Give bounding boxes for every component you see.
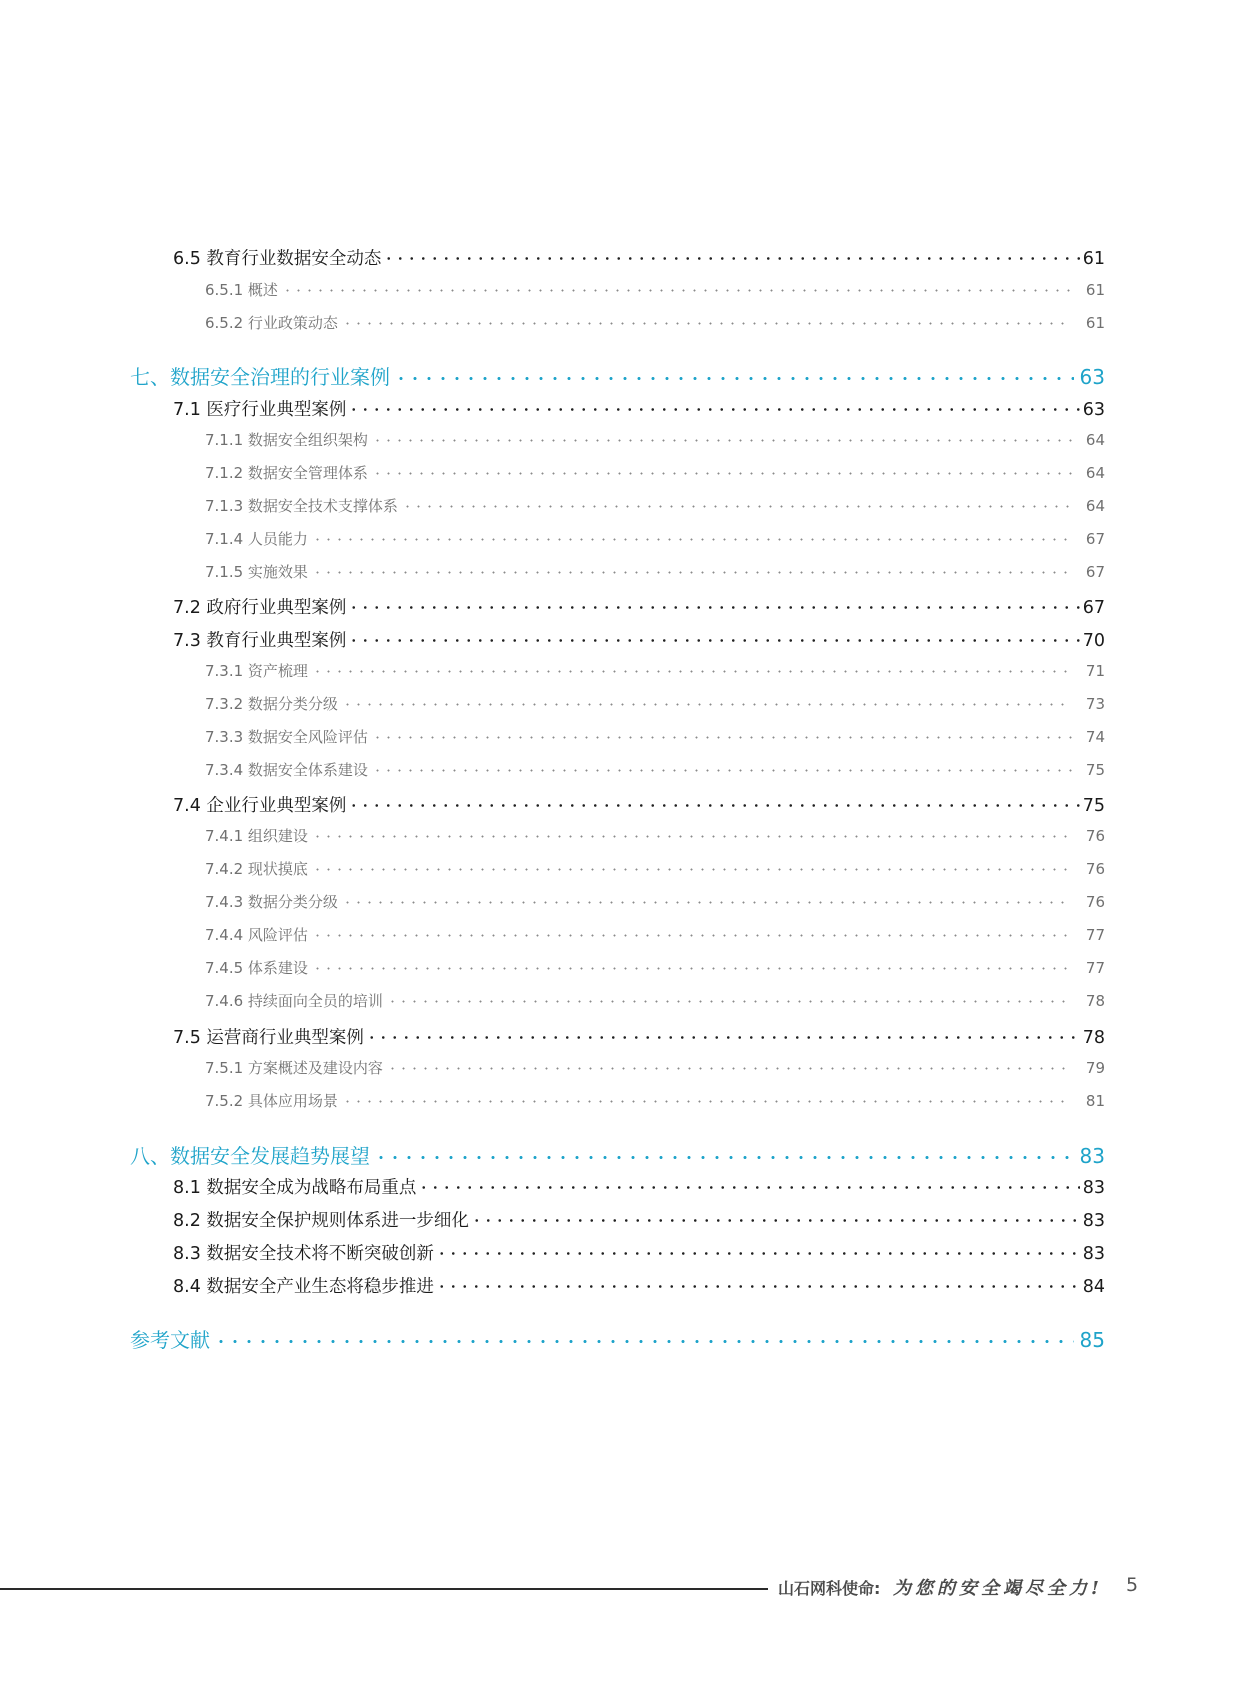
toc-entry-page-number: 67 [1082,598,1105,618]
toc-entry-section[interactable] [173,245,1105,270]
dot-leader [312,958,1072,973]
toc-entry-subsection[interactable] [205,312,1105,333]
dot-leader [383,247,1079,265]
toc-entry-title: 7.4 企业行业典型案例 [173,796,347,816]
toc-entry-title: 6.5.1 概述 [205,281,278,299]
toc-entry-page-number: 75 [1082,796,1105,816]
toc-entry-page-number: 85 [1079,1328,1105,1352]
toc-entry-title: 7.4.3 数据分类分级 [205,893,338,911]
toc-entry-page-number: 83 [1082,1244,1105,1264]
toc-entry-title: 7.3.3 数据安全风险评估 [205,728,368,746]
toc-entry-subsection[interactable] [205,858,1105,879]
toc-entry-title: 7.4.2 现状摸底 [205,860,308,878]
dot-leader [372,430,1072,445]
toc-entry-subsection[interactable] [205,924,1105,945]
toc-entry-title: 7.4.6 持续面向全员的培训 [205,992,383,1010]
toc-entry-page-number: 78 [1082,1028,1105,1048]
toc-entry-page-number: 67 [1085,530,1105,548]
toc-entry-title: 7.4.1 组织建设 [205,827,308,845]
toc-entry-subsection[interactable] [205,759,1105,780]
dot-leader [282,280,1072,295]
toc-entry-title: 7.5.1 方案概述及建设内容 [205,1059,383,1077]
dot-leader [436,1242,1080,1260]
toc-entry-page-number: 76 [1085,860,1105,878]
toc-entry-subsection[interactable] [205,693,1105,714]
toc-entry-subsection[interactable] [205,891,1105,912]
toc-entry-chapter[interactable] [130,1140,1105,1169]
toc-entry-subsection[interactable] [205,561,1105,582]
toc-entry-chapter[interactable] [130,1324,1105,1353]
toc-entry-title: 6.5.2 行业政策动态 [205,314,338,332]
toc-entry-title: 8.1 数据安全成为战略布局重点 [173,1178,417,1198]
toc-entry-section[interactable] [173,396,1105,421]
dot-leader [374,1143,1074,1163]
toc-entry-page-number: 64 [1085,464,1105,482]
toc-entry-section[interactable] [173,1174,1105,1199]
toc-entry-subsection[interactable] [205,1090,1105,1111]
toc-entry-page-number: 61 [1085,314,1105,332]
toc-entry-page-number: 77 [1085,959,1105,977]
toc-entry-title: 8.2 数据安全保护规则体系进一步细化 [173,1211,469,1231]
dot-leader [348,398,1079,416]
toc-entry-page-number: 76 [1085,893,1105,911]
toc-entry-page-number: 84 [1082,1277,1105,1297]
dot-leader [342,1091,1072,1106]
toc-entry-title: 7.1.4 人员能力 [205,530,308,548]
dot-leader [312,925,1072,940]
dot-leader [312,661,1072,676]
toc-entry-page-number: 64 [1085,431,1105,449]
toc-entry-section[interactable] [173,792,1105,817]
toc-entry-title: 7.1.5 实施效果 [205,563,308,581]
toc-entry-page-number: 75 [1085,761,1105,779]
toc-entry-chapter[interactable] [130,361,1105,390]
toc-entry-page-number: 71 [1085,662,1105,680]
toc-entry-title: 7.3 教育行业典型案例 [173,631,347,651]
toc-entry-section[interactable] [173,594,1105,619]
toc-entry-subsection[interactable] [205,957,1105,978]
toc-entry-section[interactable] [173,627,1105,652]
toc-entry-title: 参考文献 [130,1328,210,1352]
toc-entry-page-number: 61 [1085,281,1105,299]
toc-entry-title: 7.1 医疗行业典型案例 [173,400,347,420]
toc-entry-title: 7.5.2 具体应用场景 [205,1092,338,1110]
toc-entry-page-number: 77 [1085,926,1105,944]
toc-entry-subsection[interactable] [205,495,1105,516]
dot-leader [387,1058,1072,1073]
toc-entry-section[interactable] [173,1024,1105,1049]
toc-entry-page-number: 74 [1085,728,1105,746]
dot-leader [312,859,1072,874]
toc-entry-subsection[interactable] [205,660,1105,681]
dot-leader [372,760,1072,775]
toc-entry-title: 8.4 数据安全产业生态将稳步推进 [173,1277,434,1297]
dot-leader [372,727,1072,742]
dot-leader [402,496,1072,511]
toc-entry-title: 7.1.3 数据安全技术支撑体系 [205,497,398,515]
toc-entry-page-number: 63 [1079,365,1105,389]
dot-leader [366,1026,1080,1044]
toc-entry-subsection[interactable] [205,1057,1105,1078]
toc-entry-subsection[interactable] [205,528,1105,549]
footer-mission-label: 山石网科使命: [778,1579,881,1598]
toc-entry-page-number: 73 [1085,695,1105,713]
dot-leader [348,629,1079,647]
footer-divider-line [0,1588,768,1590]
toc-entry-page-number: 78 [1085,992,1105,1010]
toc-entry-title: 7.3.1 资产梳理 [205,662,308,680]
toc-entry-page-number: 79 [1085,1059,1105,1077]
dot-leader [342,313,1072,328]
dot-leader [348,596,1079,614]
dot-leader [394,364,1074,384]
toc-entry-page-number: 70 [1082,631,1105,651]
toc-entry-section[interactable] [173,1240,1105,1265]
toc-entry-title: 7.3.2 数据分类分级 [205,695,338,713]
toc-entry-page-number: 64 [1085,497,1105,515]
toc-entry-title: 7.3.4 数据安全体系建设 [205,761,368,779]
toc-entry-title: 7.1.2 数据安全管理体系 [205,464,368,482]
toc-entry-title: 7.1.1 数据安全组织架构 [205,431,368,449]
dot-leader [436,1275,1080,1293]
toc-entry-page-number: 61 [1082,249,1105,269]
dot-leader [214,1327,1074,1347]
toc-entry-page-number: 67 [1085,563,1105,581]
footer-slogan: 为您的安全竭尽全力! [893,1578,1103,1599]
toc-entry-title: 7.2 政府行业典型案例 [173,598,347,618]
toc-entry-subsection[interactable] [205,429,1105,450]
toc-entry-subsection[interactable] [205,990,1105,1011]
toc-entry-title: 7.5 运营商行业典型案例 [173,1028,364,1048]
dot-leader [342,694,1072,709]
toc-entry-title: 7.4.4 风险评估 [205,926,308,944]
dot-leader [348,794,1079,812]
toc-entry-page-number: 81 [1085,1092,1105,1110]
dot-leader [372,463,1072,478]
toc-entry-title: 8.3 数据安全技术将不断突破创新 [173,1244,434,1264]
toc-entry-title: 6.5 教育行业数据安全动态 [173,249,382,269]
dot-leader [387,991,1072,1006]
toc-entry-title: 八、数据安全发展趋势展望 [130,1144,370,1168]
toc-entry-subsection[interactable] [205,279,1105,300]
toc-entry-section[interactable] [173,1273,1105,1298]
dot-leader [418,1176,1079,1194]
dot-leader [312,826,1072,841]
footer-page-number: 5 [1126,1574,1139,1596]
toc-entry-page-number: 83 [1082,1211,1105,1231]
toc-entry-subsection[interactable] [205,726,1105,747]
toc-entry-title: 7.4.5 体系建设 [205,959,308,977]
toc-entry-section[interactable] [173,1207,1105,1232]
toc-entry-subsection[interactable] [205,825,1105,846]
toc-entry-title: 七、数据安全治理的行业案例 [130,365,390,389]
toc-entry-page-number: 83 [1079,1144,1105,1168]
dot-leader [471,1209,1080,1227]
toc-entry-page-number: 83 [1082,1178,1105,1198]
toc-entry-page-number: 63 [1082,400,1105,420]
dot-leader [342,892,1072,907]
dot-leader [312,562,1072,577]
dot-leader [312,529,1072,544]
toc-entry-subsection[interactable] [205,462,1105,483]
toc-entry-page-number: 76 [1085,827,1105,845]
